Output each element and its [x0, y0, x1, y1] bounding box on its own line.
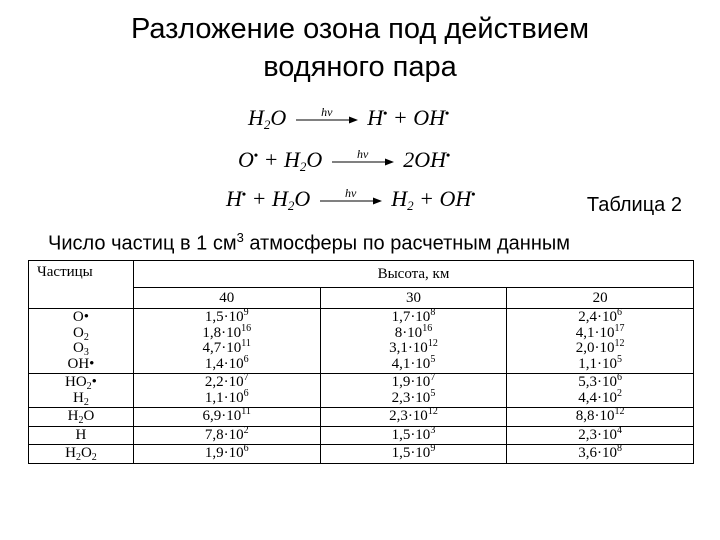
particle-count [321, 322, 507, 342]
superscript: 6 [243, 387, 249, 399]
particle-cell [29, 309, 134, 374]
radical-dot: • [471, 187, 476, 201]
subscript: 2 [86, 381, 92, 392]
superscript: 7 [243, 372, 249, 383]
text-run: H [73, 389, 84, 406]
subscript: 2 [75, 452, 81, 463]
particle-name [29, 409, 133, 425]
text-run: H [367, 105, 384, 130]
particle-cell [29, 445, 134, 464]
text-run: H [226, 186, 242, 211]
height-header: 20 [507, 288, 694, 309]
slide-title-line-2: водяного пара [263, 51, 457, 83]
particle-name [29, 375, 133, 391]
text-run: O [294, 186, 311, 211]
text-run: O [306, 147, 323, 172]
text-run: 5,3·10 [578, 374, 618, 390]
table-row-group [29, 408, 694, 427]
value-cell [507, 374, 694, 408]
slide-title-line-1: Разложение озона под действием [130, 13, 590, 45]
text-run: O• [72, 309, 89, 325]
value-cell [133, 309, 320, 374]
photolysis-arrow [296, 104, 358, 125]
text-run: OH• [67, 355, 95, 372]
superscript: 8 [617, 443, 623, 454]
text-run: 1,7·10 [391, 309, 431, 325]
particle-count [321, 443, 507, 462]
particle-count [507, 387, 693, 407]
reaction-right [403, 147, 450, 172]
table-body [29, 309, 694, 464]
text-run: 4,4·10 [578, 389, 618, 406]
text-run: 4,1·10 [391, 355, 431, 372]
particle-count [134, 372, 320, 391]
superscript: 12 [427, 338, 438, 349]
particle-count [134, 406, 320, 425]
superscript: 2 [243, 424, 249, 436]
reaction-left [248, 105, 286, 130]
reaction-left [238, 147, 322, 172]
particle-count [321, 387, 507, 407]
table-caption [48, 230, 570, 256]
subscript: 2 [78, 415, 84, 426]
value-cell [133, 374, 320, 408]
text-run: H [67, 408, 79, 424]
slide-title [0, 10, 720, 86]
particle-count [507, 424, 693, 444]
text-run: 2,3·10 [391, 389, 431, 406]
radical-dot: • [241, 187, 247, 201]
value-cell [507, 426, 694, 445]
particle-count [321, 424, 507, 444]
table-number: Таблица 2 [586, 194, 682, 216]
value-cell [133, 408, 320, 427]
text-run: + H [258, 147, 300, 172]
particle-count [507, 443, 693, 462]
particle-count [507, 372, 693, 391]
text-run: 1,8·10 [202, 324, 242, 341]
text-run: H [391, 186, 408, 211]
reaction-right [391, 186, 475, 211]
radical-dot: • [383, 106, 388, 120]
particle-count [507, 307, 693, 326]
column-header-particles: Частицы [29, 261, 134, 309]
superscript: 6 [243, 443, 249, 454]
value-cell [320, 445, 507, 464]
superscript: 12 [614, 406, 625, 417]
photolysis-arrow [320, 185, 382, 206]
text-run: 7,8·10 [204, 426, 244, 443]
text-run: • [91, 374, 97, 390]
particle-count [321, 353, 507, 373]
value-cell [133, 445, 320, 464]
caption-text: Число частиц в 1 см [48, 232, 237, 255]
text-run: H [75, 426, 87, 443]
value-cell [507, 408, 694, 427]
particle-count [134, 387, 320, 407]
superscript: 5 [430, 353, 436, 365]
text-run: H [65, 445, 76, 461]
subscript: 2 [407, 198, 414, 213]
text-run: 1,5·10 [391, 426, 431, 443]
superscript: 7 [430, 372, 436, 383]
particle-count [134, 307, 320, 326]
value-cell [133, 426, 320, 445]
table-row-group [29, 309, 694, 374]
reaction-1 [248, 100, 449, 138]
particle-count [321, 307, 507, 326]
particle-count [321, 338, 507, 357]
superscript: 12 [614, 338, 625, 349]
hv-label: hν [345, 185, 357, 200]
text-run: 3,6·10 [578, 445, 618, 461]
text-run: 2OH [403, 147, 446, 172]
text-run: 2,2·10 [204, 374, 244, 390]
table-row-group [29, 374, 694, 408]
subscript: 2 [299, 159, 307, 174]
text-run: 1,1·10 [578, 355, 618, 372]
text-run: 2,3·10 [578, 426, 618, 443]
superscript: 6 [243, 353, 249, 365]
text-run: O [80, 445, 92, 461]
radical-dot: • [446, 148, 451, 162]
text-run: + OH [387, 105, 445, 130]
text-run: 6,9·10 [202, 408, 242, 424]
radical-dot: • [445, 106, 450, 120]
text-run: HO [64, 374, 87, 390]
particle-name [29, 341, 133, 357]
text-run: + OH [413, 186, 472, 211]
value-cell [320, 426, 507, 445]
superscript: 9 [243, 307, 249, 318]
superscript: 6 [617, 307, 623, 318]
hv-label: hν [357, 146, 369, 161]
particle-count [134, 322, 320, 342]
text-run: O [83, 408, 95, 424]
text-run: H [248, 105, 264, 130]
particle-count [134, 443, 320, 462]
value-cell [320, 374, 507, 408]
reaction-right [367, 105, 449, 130]
subscript: 2 [83, 331, 89, 343]
particle-name [29, 446, 133, 462]
text-run: O [73, 340, 84, 356]
particle-name [29, 357, 133, 373]
superscript: 4 [617, 424, 623, 436]
particle-count [134, 424, 320, 444]
value-cell [507, 445, 694, 464]
text-run: 4,1·10 [575, 324, 615, 341]
superscript: 16 [241, 322, 252, 334]
subscript: 2 [91, 452, 97, 463]
superscript: 8 [430, 307, 436, 318]
text-run: 2,4·10 [578, 309, 618, 325]
particle-count [321, 406, 507, 425]
value-cell [320, 408, 507, 427]
height-header: 40 [133, 288, 320, 309]
particle-cell [29, 374, 134, 408]
text-run: 2,0·10 [575, 340, 615, 356]
text-run: 8·10 [394, 324, 423, 341]
text-run: 4,7·10 [202, 340, 242, 356]
particle-cell [29, 426, 134, 445]
text-run: O [238, 147, 254, 172]
superscript: 17 [614, 322, 625, 334]
particle-name [29, 310, 133, 326]
particle-count [507, 406, 693, 425]
particle-count [507, 322, 693, 342]
particles-table [28, 260, 694, 464]
particle-count [134, 338, 320, 357]
text-run: 2,3·10 [389, 408, 428, 424]
text-run: 3,1·10 [389, 340, 428, 356]
reaction-3 [226, 181, 475, 219]
value-cell [507, 309, 694, 374]
superscript: 16 [422, 322, 433, 334]
subscript: 2 [263, 117, 271, 132]
superscript: 11 [241, 338, 251, 349]
value-cell [320, 309, 507, 374]
superscript: 6 [617, 372, 623, 383]
text-run: + H [246, 186, 288, 211]
text-run: 1,4·10 [204, 355, 244, 372]
column-header-height: Высота, км [133, 261, 693, 288]
reaction-left [226, 186, 310, 211]
hv-label: hν [321, 104, 333, 119]
table-row-group [29, 445, 694, 464]
subscript: 2 [287, 198, 295, 213]
particle-count [134, 353, 320, 373]
particle-count [507, 338, 693, 357]
superscript: 12 [427, 406, 438, 417]
reaction-2 [238, 142, 450, 180]
particle-count [321, 372, 507, 391]
text-run: O [270, 105, 287, 130]
text-run: 1,5·10 [204, 309, 244, 325]
radical-dot: • [253, 148, 259, 162]
superscript: 11 [241, 406, 251, 417]
text-run: 1,5·10 [391, 445, 431, 461]
superscript: 3 [430, 424, 436, 436]
superscript: 5 [430, 387, 436, 399]
photolysis-arrow [332, 146, 394, 167]
text-run: 8,8·10 [575, 408, 615, 424]
text-run: 1,9·10 [204, 445, 244, 461]
particle-count [507, 353, 693, 373]
particle-name [29, 428, 133, 444]
text-run: O [73, 324, 84, 341]
particle-cell [29, 408, 134, 427]
table-row-group [29, 426, 694, 445]
superscript: 5 [617, 353, 623, 365]
superscript: 2 [617, 387, 623, 399]
height-header: 30 [320, 288, 507, 309]
superscript: 9 [430, 443, 436, 454]
text-run: 1,9·10 [391, 374, 431, 390]
particle-name [29, 326, 133, 342]
subscript: 2 [83, 396, 89, 408]
caption-superscript: 3 [236, 230, 244, 245]
caption-text-end: атмосферы по расчетным данным [243, 232, 571, 255]
particle-name [29, 391, 133, 407]
text-run: 1,1·10 [204, 389, 244, 406]
subscript: 3 [83, 347, 89, 358]
